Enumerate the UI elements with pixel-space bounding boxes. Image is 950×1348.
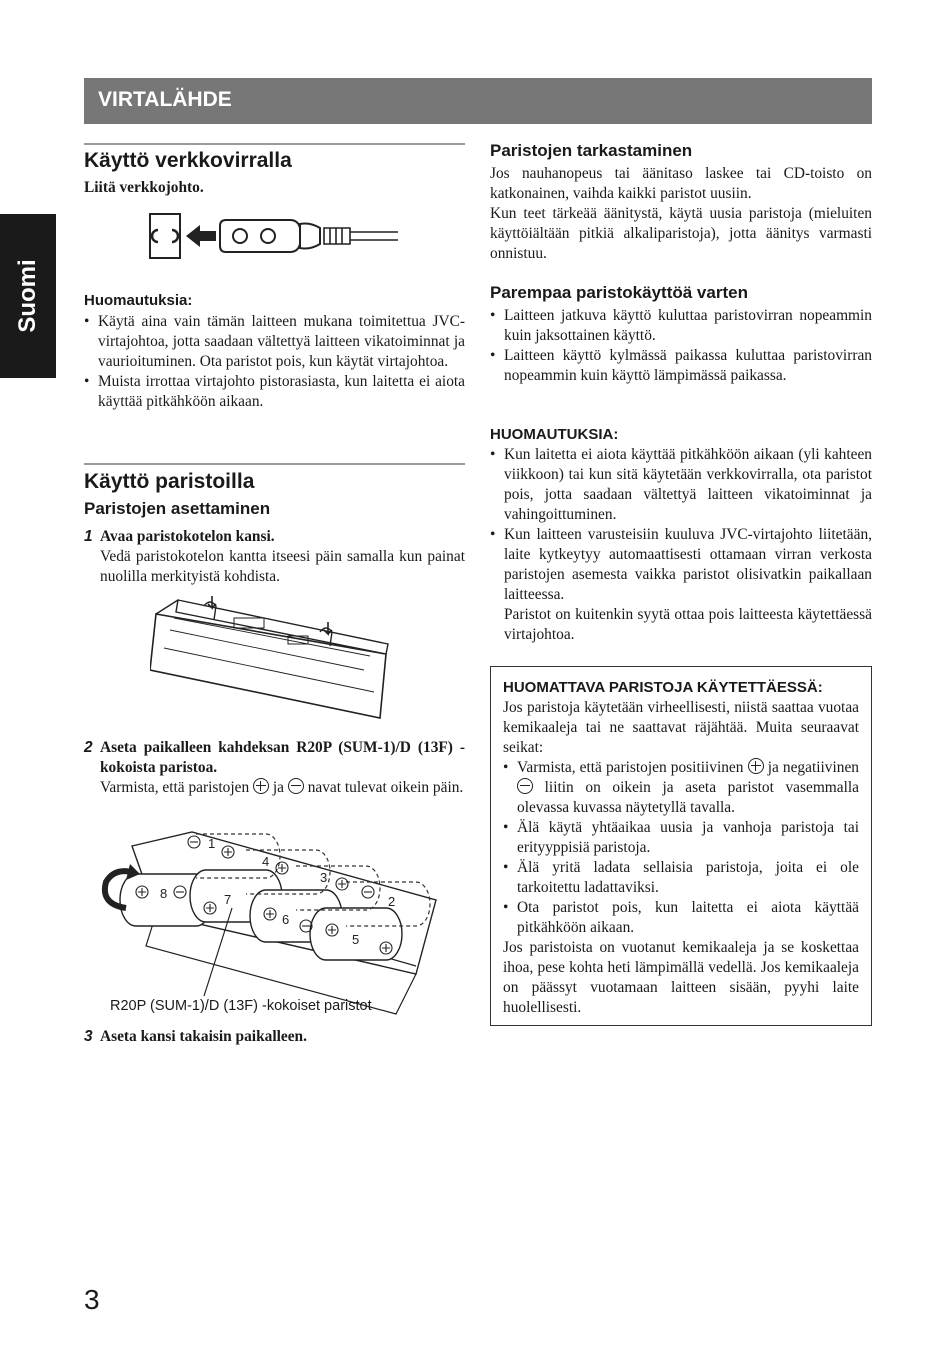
wall-socket bbox=[150, 214, 180, 258]
warning-heading: HUOMATTAVA PARISTOJA KÄYTETTÄESSÄ: bbox=[503, 679, 823, 696]
list-item: • Laitteen käyttö kylmässä paikassa kuluttaa paristovirran nopeammin kuin käyttö lämpimässä paikassa. bbox=[490, 346, 872, 386]
notes2-heading: HUOMAUTUKSIA: bbox=[490, 426, 619, 443]
language-tab-label: Suomi bbox=[14, 259, 41, 333]
warning-list bbox=[503, 758, 859, 938]
step-number: 2 bbox=[84, 739, 93, 756]
step-2 bbox=[84, 738, 465, 798]
minus-terminal-icon bbox=[517, 778, 533, 794]
list-item: • Älä yritä ladata sellaisia paristoja, joita ei ole tarkoitettu ladattaviksi. bbox=[503, 858, 859, 898]
list-item: • Muista irrottaa virtajohto pistorasiasta, kun laitetta ei aiota käyttää pitkähköön aikaan. bbox=[84, 372, 465, 412]
battery-number: 1 bbox=[208, 836, 216, 851]
battery-number: 3 bbox=[320, 870, 328, 885]
plus-terminal-icon bbox=[253, 778, 269, 794]
list-item: • Älä käytä yhtäaikaa uusia ja vanhoja paristoja tai erityyppisiä paristoja. bbox=[503, 818, 859, 858]
insert-arrow-icon bbox=[186, 225, 216, 247]
diagram-caption: R20P (SUM-1)/D (13F) -kokoiset paristot bbox=[110, 998, 372, 1014]
section-banner bbox=[84, 78, 872, 124]
step-1 bbox=[84, 527, 465, 587]
battery-number: 4 bbox=[262, 854, 270, 869]
warning-box bbox=[490, 666, 872, 1026]
notes-list bbox=[84, 312, 465, 412]
list-item: • Varmista, että paristojen positiivinen ja negatiivinen liitin on oikein ja aseta paristot vasemmalla olevassa kuvassa näytetyllä tavalla. bbox=[503, 758, 859, 818]
better-usage-heading: Parempaa paristokäyttöä varten bbox=[490, 283, 748, 302]
battery-number: 8 bbox=[160, 886, 168, 901]
section-title: VIRTALÄHDE bbox=[98, 88, 232, 111]
list-item: • Kun laitetta ei aiota käyttää pitkähköön aikaan (yli kahteen viikkoon) tai kun sitä käytetään verkkovirralla, ota paristot pois, jotta saadaan vältettyä laitteen vikatoiminnat ja vahingoittuminen. bbox=[490, 445, 872, 525]
notes2-list bbox=[490, 445, 872, 645]
list-item: • Kun laitteen varusteisiin kuuluva JVC-virtajohto liitetään, laite kytkeytyy automaattisesti ottamaan virran verkosta paristojen asemesta vaikka paristot olisivatkin paikallaan laitteessa. Paristot on kuitenkin syytä ottaa pois laitteesta käytettäessä virtajohtoa. bbox=[490, 525, 872, 645]
battery-number: 5 bbox=[352, 932, 360, 947]
battery-number: 6 bbox=[282, 912, 290, 927]
step-number: 3 bbox=[84, 1028, 93, 1045]
battery-number: 7 bbox=[224, 892, 232, 907]
battery-number: 2 bbox=[388, 894, 396, 909]
battery-cover-illustration bbox=[150, 592, 400, 722]
mains-heading: Käyttö verkkovirralla bbox=[84, 149, 292, 172]
power-cord-illustration bbox=[148, 208, 400, 264]
warning-intro: Jos paristoja käytetään virheellisesti, niistä saattaa vuotaa kemikaaleja tai ne saattavat räjähtää. Muita seuraavat seikat: bbox=[503, 699, 859, 756]
batteries-heading: Käyttö paristoilla bbox=[84, 470, 255, 493]
list-item: • Ota paristot pois, kun laitetta ei aiota käyttää pitkähköön aikaan. bbox=[503, 898, 859, 938]
battery-placement-diagram bbox=[96, 826, 456, 1022]
better-usage-list bbox=[490, 306, 872, 386]
step-title: Avaa paristokotelon kansi. bbox=[100, 528, 275, 545]
insert-batteries-heading: Paristojen asettaminen bbox=[84, 499, 271, 518]
language-tab bbox=[0, 214, 56, 378]
check-heading: Paristojen tarkastaminen bbox=[490, 141, 693, 160]
plus-terminal-icon bbox=[748, 758, 764, 774]
step-3 bbox=[84, 1027, 465, 1047]
step-text: Vedä paristokotelon kantta itseesi päin samalla kun painat nuolilla merkityistä kohdista. bbox=[100, 548, 465, 585]
step-text: Varmista, että paristojen ja navat tulevat oikein päin. bbox=[100, 779, 464, 796]
divider bbox=[84, 143, 465, 145]
step-title: Aseta kansi takaisin paikalleen. bbox=[100, 1028, 307, 1045]
step-title: Aseta paikalleen kahdeksan R20P (SUM-1)/D (13F) -kokoista paristoa. bbox=[100, 739, 465, 776]
list-item: • Käytä aina vain tämän laitteen mukana toimitettua JVC-virtajohtoa, jotta saadaan vältettyä laitteen vikatoiminnat ja vaurioituminen. Ota paristot pois, kun käytät virtajohtoa. bbox=[84, 312, 465, 372]
step-number: 1 bbox=[84, 528, 93, 545]
divider bbox=[84, 463, 465, 465]
check-paragraph: Jos nauhanopeus tai äänitaso laskee tai CD-toisto on katkonainen, vaihda kaikki paristot uusiin. Kun teet tärkeää äänitystä, käytä uusia paristoja (mieluiten käyttöiältään pitkiä alkaliparistoja), jotta äänitys varmasti onnistuu. bbox=[490, 165, 872, 262]
warning-outro: Jos paristoista on vuotanut kemikaaleja ja se koskettaa ihoa, pese kohta heti lämpimällä vedellä. Jos kemikaaleja on päässyt vuotamaan laitteen sisään, pyyhi laite huolellisesti. bbox=[503, 939, 859, 1016]
cord bbox=[350, 232, 398, 240]
notes-heading: Huomautuksia: bbox=[84, 292, 193, 309]
mains-instruction: Liitä verkkojohto. bbox=[84, 179, 204, 196]
list-item: • Laitteen jatkuva käyttö kuluttaa paristovirran nopeammin kuin jaksottainen käyttö. bbox=[490, 306, 872, 346]
page-number: 3 bbox=[84, 1284, 100, 1315]
minus-terminal-icon bbox=[288, 778, 304, 794]
